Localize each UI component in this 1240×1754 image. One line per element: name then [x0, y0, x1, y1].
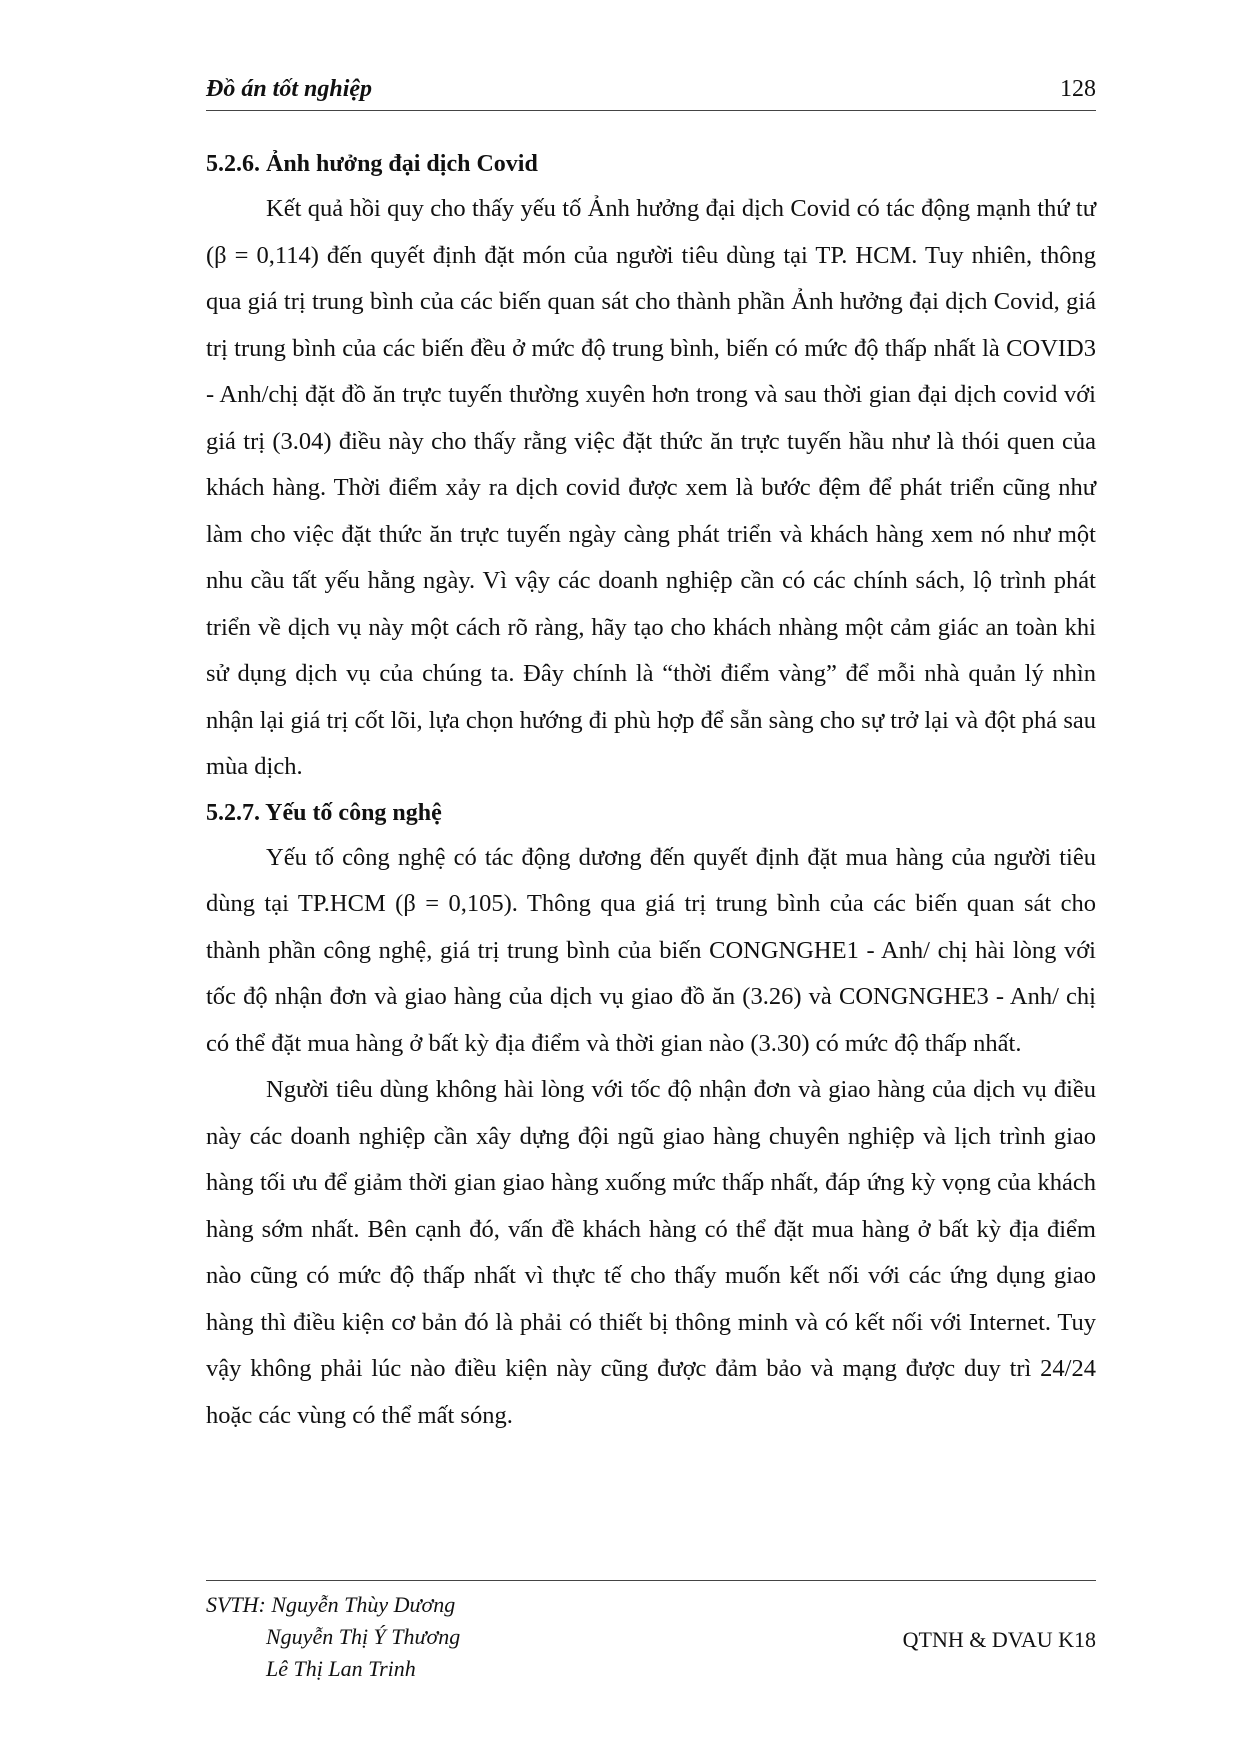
section-heading: 5.2.6. Ảnh hưởng đại dịch Covid	[206, 151, 538, 177]
paragraph: Người tiêu dùng không hài lòng với tốc độ nhận đơn và giao hàng của dịch vụ điều này các doanh nghiệp cần xây dựng đội ngũ giao hàng chuyên nghiệp và lịch trình giao hàng tối ưu để giảm thời gian giao hàng xuống mức thấp nhất, đáp ứng kỳ vọng của khách hàng sớm nhất. Bên cạnh đó, vấn đề khách hàng có thể đặt mua hàng ở bất kỳ địa điểm nào cũng có mức độ thấp nhất vì thực tế cho thấy muốn kết nối với các ứng dụng giao hàng thì điều kiện cơ bản đó là phải có thiết bị thông minh và có kết nối với Internet. Tuy vậy không phải lúc nào điều kiện này cũng được đảm bảo và mạng được duy trì 24/24 hoặc các vùng có thể mất sóng.	[206, 1076, 1096, 1429]
page-header	[206, 70, 1096, 111]
paragraph: Kết quả hồi quy cho thấy yếu tố Ảnh hưởng đại dịch Covid có tác động mạnh thứ tư (β = 0,114) đến quyết định đặt món của người tiêu dùng tại TP. HCM. Tuy nhiên, thông qua giá trị trung bình của các biến quan sát cho thành phần Ảnh hưởng đại dịch Covid, giá trị trung bình của các biến đều ở mức độ trung bình, biến có mức độ thấp nhất là COVID3 - Anh/chị đặt đồ ăn trực tuyến thường xuyên hơn trong và sau thời gian đại dịch covid với giá trị (3.04) điều này cho thấy rằng việc đặt thức ăn trực tuyến hầu như là thói quen của khách hàng. Thời điểm xảy ra dịch covid được xem là bước đệm để phát triển cũng như làm cho việc đặt thức ăn trực tuyến ngày càng phát triển và khách hàng xem nó như một nhu cầu tất yếu hằng ngày. Vì vậy các doanh nghiệp cần có các chính sách, lộ trình phát triển về dịch vụ này một cách rõ ràng, hãy tạo cho khách nhàng một cảm giác an toàn khi sử dụng dịch vụ của chúng ta. Đây chính là “thời điểm vàng” để mỗi nhà quản lý nhìn nhận lại giá trị cốt lõi, lựa chọn hướng đi phù hợp để sẵn sàng cho sự trở lại và đột phá sau mùa dịch.	[206, 195, 1096, 780]
page-footer	[206, 1580, 1096, 1685]
document-title: Đồ án tốt nghiệp	[206, 76, 373, 102]
author-line: Nguyễn Thị Ý Thương	[266, 1624, 461, 1649]
page-number: 128	[1060, 76, 1096, 102]
paragraph: Yếu tố công nghệ có tác động dương đến quyết định đặt mua hàng của người tiêu dùng tại TP.HCM (β = 0,105). Thông qua giá trị trung bình của các biến quan sát cho thành phần công nghệ, giá trị trung bình của biến CONGNGHE1 - Anh/ chị hài lòng với tốc độ nhận đơn và giao hàng của dịch vụ giao đồ ăn (3.26) và CONGNGHE3 - Anh/ chị có thể đặt mua hàng ở bất kỳ địa điểm và thời gian nào (3.30) có mức độ thấp nhất.	[206, 843, 1096, 1057]
author-line: SVTH: Nguyễn Thùy Dương	[206, 1592, 456, 1617]
author-line: Lê Thị Lan Trinh	[266, 1656, 416, 1681]
section-technology	[206, 791, 1096, 1440]
class-label: QTNH & DVAU K18	[902, 1627, 1096, 1652]
page-content	[206, 142, 1096, 1439]
section-heading: 5.2.7. Yếu tố công nghệ	[206, 799, 442, 826]
section-covid-impact	[206, 142, 1096, 791]
